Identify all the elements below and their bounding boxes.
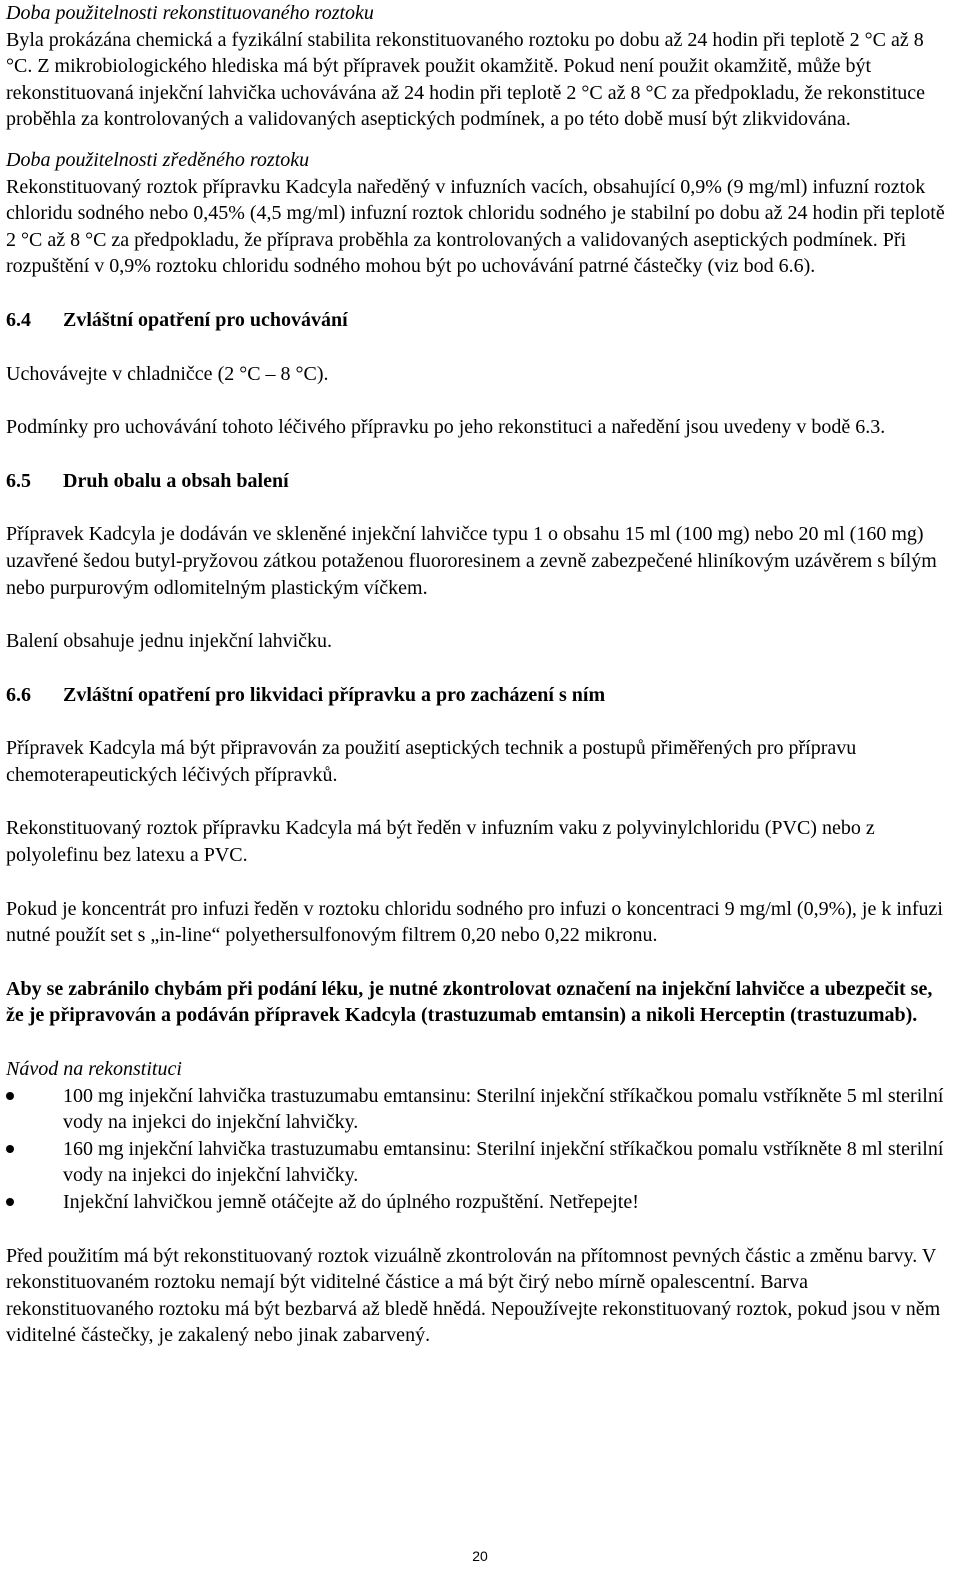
section-6-5-heading (6, 468, 954, 495)
bullet-icon (6, 1189, 63, 1216)
list-item (6, 1136, 954, 1189)
reconstitution-title: Návod na rekonstituci (6, 1058, 182, 1081)
pack-contents: Balení obsahuje jednu injekční lahvičku. (6, 630, 333, 653)
list-item-text: Injekční lahvičkou jemně otáčejte až do úplného rozpuštění. Netřepejte! (63, 1191, 639, 1213)
reconstitution-list (6, 1083, 954, 1216)
document-page (6, 0, 954, 1349)
list-item-text: 100 mg injekční lahvička trastuzumabu emtansinu: Sterilní injekční stříkačkou pomalu vstříkněte 5 ml sterilní vody na injekci do injekční lahvičky. (63, 1084, 944, 1134)
diluted-stability-text: Rekonstituovaný roztok přípravku Kadcyla naředěný v infuzních vacích, obsahující 0,9% (9 mg/ml) infuzní roztok chloridu sodného nebo 0,45% (4,5 mg/ml) infuzní roztok chloridu sodného je stabilní po dobu až 24 hodin při teplotě 2 °C až 8 °C za předpokladu, že příprava proběhla za kontrolovaných a validovaných aseptických podmínek. Při rozpuštění v 0,9% roztoku chloridu sodného mohou být po uchovávání patrné částečky (viz bod 6.6). (6, 175, 945, 278)
reconst-stability-title: Doba použitelnosti rekonstituovaného roztoku (6, 2, 374, 24)
bullet-icon (6, 1136, 63, 1189)
infusion-filter: Pokud je koncentrát pro infuzi ředěn v roztoku chloridu sodného pro infuzi o koncentraci 9 mg/ml (0,9%), je k infuzi nutné použít set s „in-line“ polyethersulfonovým filtrem 0,20 nebo 0,22 mikronu. (6, 897, 943, 947)
section-6-6-heading (6, 682, 954, 709)
list-item (6, 1083, 954, 1136)
reconst-stability-text: Byla prokázána chemická a fyzikální stabilita rekonstituovaného roztoku po dobu až 24 hodin při teplotě 2 °C až 8 °C. Z mikrobiologického hlediska má být přípravek použit okamžitě. Pokud není použit okamžitě, může být rekonstituovaná injekční lahvička uchovávána až 24 hodin při teplotě 2 °C až 8 °C za předpokladu, že rekonstituce proběhla za kontrolovaných a validovaných aseptických podmínek, a po této době musí být zlikvidována. (6, 28, 926, 131)
list-item (6, 1189, 954, 1216)
visual-inspection: Před použitím má být rekonstituovaný roztok vizuálně zkontrolován na přítomnost pevných částic a změnu barvy. V rekonstituovaném roztoku nemají být viditelné částice a má být čirý nebo mírně opalescentní. Barva rekonstituovaného roztoku má být bezbarvá až bledě hnědá. Nepoužívejte rekonstituovaný roztok, pokud jsou v něm viditelné částečky, je zakalený nebo jinak zabarvený. (6, 1244, 941, 1347)
section-number: 6.6 (6, 683, 31, 706)
storage-temperature: Uchovávejte v chladničce (2 °C – 8 °C). (6, 362, 329, 385)
container-description: Přípravek Kadcyla je dodáván ve skleněné injekční lahvičce typu 1 o obsahu 15 ml (100 mg) nebo 20 ml (160 mg) uzavřené šedou butyl-pryžovou zátkou potaženou fluororesinem a zevně zabezpečené hliníkovým uzávěrem s bílým nebo purpurovým odlomitelným plastickým víčkem. (6, 523, 937, 599)
page-number: 20 (472, 1548, 488, 1564)
section-number: 6.5 (6, 469, 31, 492)
section-title: Zvláštní opatření pro uchovávání (63, 308, 348, 331)
aseptic-preparation: Přípravek Kadcyla má být připravován za použití aseptických technik a postupů přiměřených pro přípravu chemoterapeutických léčivých přípravků. (6, 737, 857, 786)
section-number: 6.4 (6, 308, 31, 331)
section-title: Druh obalu a obsah balení (63, 469, 289, 492)
section-6-4-heading (6, 307, 954, 334)
section-title: Zvláštní opatření pro likvidaci přípravku a pro zacházení s ním (63, 683, 606, 706)
bullet-icon (6, 1083, 63, 1136)
storage-conditions: Podmínky pro uchovávání tohoto léčivého přípravku po jeho rekonstituci a naředění jsou uvedeny v bodě 6.3. (6, 416, 886, 439)
dilution-bag: Rekonstituovaný roztok přípravku Kadcyla má být ředěn v infuzním vaku z polyvinylchloridu (PVC) nebo z polyolefinu bez latexu a PVC. (6, 817, 875, 867)
diluted-stability-title: Doba použitelnosti zředěného roztoku (6, 148, 310, 171)
list-item-text: 160 mg injekční lahvička trastuzumabu emtansinu: Sterilní injekční stříkačkou pomalu vstříkněte 8 ml sterilní vody na injekci do injekční lahvičky. (63, 1137, 944, 1187)
medication-error-warning: Aby se zabránilo chybám při podání léku, je nutné zkontrolovat označení na injekční lahvičce a ubezpečit se, že je připravován a podáván přípravek Kadcyla (trastuzumab emtansin) a nikoli Herceptin (trastuzumab). (6, 977, 933, 1027)
